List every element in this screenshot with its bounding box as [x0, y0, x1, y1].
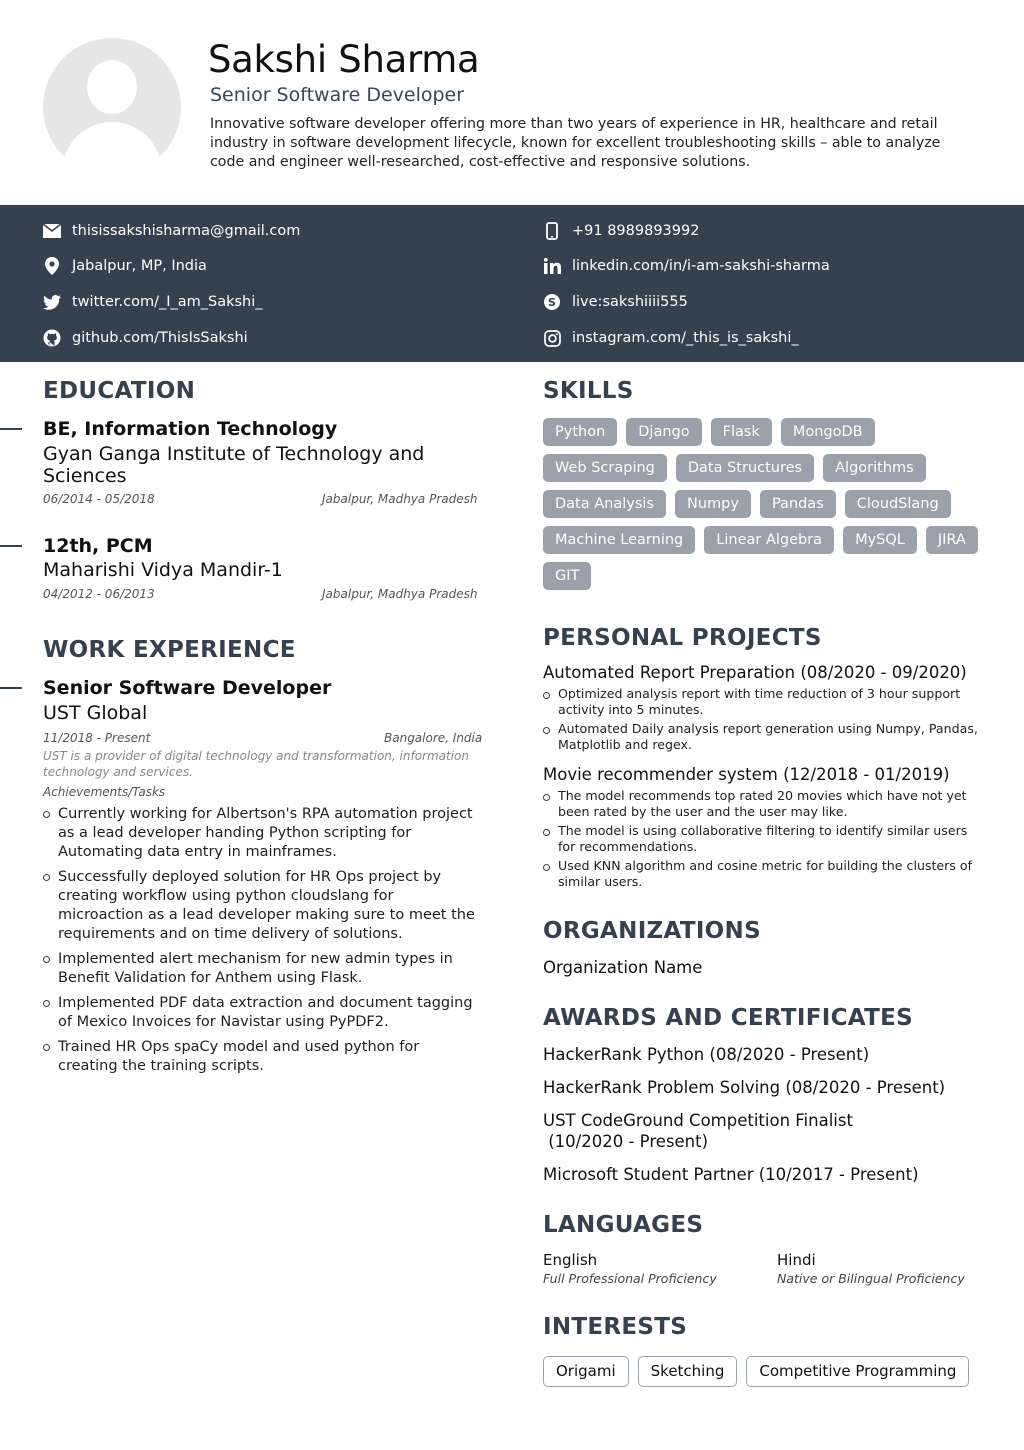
education-degree: 12th, PCM [43, 535, 153, 557]
education-location: Jabalpur, Madhya Pradesh [322, 492, 478, 506]
contact-skype[interactable] [543, 291, 688, 313]
education-institution: Gyan Ganga Institute of Technology and Sciences [43, 443, 425, 487]
achievements-label: Achievements/Tasks [43, 785, 166, 799]
list-item: Trained HR Ops spaCy model and used python for creating the training scripts. [43, 1038, 483, 1076]
timeline-marker [0, 687, 22, 689]
education-degree: BE, Information Technology [43, 418, 338, 440]
skill-tag: Machine Learning [543, 526, 695, 554]
education-dates: 04/2012 - 06/2013 [43, 587, 155, 601]
skype-text: live:sakshiiii555 [572, 294, 688, 310]
skill-tag: CloudSlang [845, 490, 951, 518]
skill-tag: Web Scraping [543, 454, 667, 482]
contact-phone[interactable] [543, 220, 699, 242]
skype-icon [543, 293, 561, 311]
avatar-body-shape [62, 122, 162, 176]
summary: Innovative software developer offering more than two years of experience in HR, healthcare and retail industry in software development lifecycle, known for excellent troubleshooting skills – able to analyze code and engineer well-researched, cost-effective and responsive solutions. [210, 116, 941, 170]
award-item: Microsoft Student Partner (10/2017 - Present) [543, 1165, 919, 1184]
language-name: Hindi [777, 1251, 816, 1269]
education-institution: Maharishi Vidya Mandir-1 [43, 559, 283, 581]
interest-tag: Sketching [638, 1356, 738, 1387]
timeline-marker [0, 545, 22, 547]
education-dates: 06/2014 - 05/2018 [43, 492, 155, 506]
resume-header [0, 0, 1024, 205]
project-title: Movie recommender system (12/2018 - 01/2019) [543, 765, 950, 784]
company-description: UST is a provider of digital technology and transformation, information technology and services. [43, 749, 469, 779]
list-item: Optimized analysis report with time reduction of 3 hour support activity into 5 minutes. [543, 686, 983, 717]
skill-tag: JIRA [926, 526, 978, 554]
list-item: Used KNN algorithm and cosine metric for building the clusters of similar users. [543, 858, 983, 889]
candidate-role: Senior Software Developer [210, 84, 465, 106]
skills-list [543, 418, 983, 598]
interest-tag: Competitive Programming [746, 1356, 969, 1387]
instagram-text: instagram.com/_this_is_sakshi_ [572, 330, 799, 346]
envelope-icon [43, 222, 61, 240]
work-experience-heading: WORK EXPERIENCE [43, 637, 296, 663]
svg-text:S: S [548, 296, 556, 309]
interest-tag: Origami [543, 1356, 629, 1387]
award-item: UST CodeGround Competition Finalist (10/2020 - Present) [543, 1111, 853, 1151]
avatar-head-shape [87, 60, 137, 114]
project-bullets [543, 788, 983, 893]
award-item: HackerRank Python (08/2020 - Present) [543, 1045, 870, 1064]
skill-tag: Django [626, 418, 701, 446]
skill-tag: MongoDB [781, 418, 875, 446]
project-bullets [543, 686, 983, 756]
contact-github[interactable] [43, 327, 248, 349]
list-item: Implemented alert mechanism for new admin types in Benefit Validation for Anthem using Flask. [43, 950, 483, 988]
skill-tag: Data Structures [676, 454, 814, 482]
languages-heading: LANGUAGES [543, 1212, 704, 1238]
list-item: The model recommends top rated 20 movies which have not yet been rated by the user and the user may like. [543, 788, 983, 819]
email-text: thisissakshisharma@gmail.com [72, 223, 301, 239]
organization-item: Organization Name [543, 958, 703, 977]
github-text: github.com/ThisIsSakshi [72, 330, 248, 346]
twitter-text: twitter.com/_I_am_Sakshi_ [72, 294, 263, 310]
awards-heading: AWARDS AND CERTIFICATES [543, 1005, 913, 1031]
contact-bar [0, 205, 1024, 362]
organizations-heading: ORGANIZATIONS [543, 918, 761, 944]
job-company: UST Global [43, 702, 148, 724]
interests-list [543, 1356, 978, 1387]
project-title: Automated Report Preparation (08/2020 - 09/2020) [543, 663, 967, 682]
skill-tag: MySQL [843, 526, 917, 554]
interests-heading: INTERESTS [543, 1314, 688, 1340]
skill-tag: Algorithms [823, 454, 926, 482]
skill-tag: Pandas [760, 490, 836, 518]
twitter-icon [43, 293, 61, 311]
location-pin-icon [43, 257, 61, 275]
phone-text: +91 8989893992 [572, 223, 700, 239]
linkedin-icon [543, 257, 561, 275]
skill-tag: Numpy [675, 490, 751, 518]
contact-location [43, 255, 207, 277]
language-proficiency: Full Professional Proficiency [543, 1271, 717, 1286]
linkedin-text: linkedin.com/in/i-am-sakshi-sharma [572, 258, 830, 274]
avatar [43, 38, 181, 176]
education-heading: EDUCATION [43, 378, 196, 404]
github-icon [43, 329, 61, 347]
job-dates: 11/2018 - Present [43, 731, 151, 745]
skills-heading: SKILLS [543, 378, 634, 404]
job-position: Senior Software Developer [43, 677, 332, 699]
contact-twitter[interactable] [43, 291, 263, 313]
language-proficiency: Native or Bilingual Proficiency [777, 1271, 965, 1286]
list-item: Automated Daily analysis report generation using Numpy, Pandas, Matplotlib and regex. [543, 721, 983, 752]
mobile-phone-icon [543, 222, 561, 240]
candidate-name: Sakshi Sharma [208, 38, 480, 81]
list-item: Successfully deployed solution for HR Ops project by creating workflow using python cloudslang for microaction as a lead developer making sure to meet the requirements and on time delivery of solutions. [43, 868, 483, 944]
instagram-icon [543, 329, 561, 347]
language-name: English [543, 1251, 598, 1269]
skill-tag: Python [543, 418, 617, 446]
award-item: HackerRank Problem Solving (08/2020 - Present) [543, 1078, 946, 1097]
education-location: Jabalpur, Madhya Pradesh [322, 587, 478, 601]
skill-tag: GIT [543, 562, 591, 590]
location-text: Jabalpur, MP, India [72, 258, 207, 274]
list-item: Currently working for Albertson's RPA automation project as a lead developer handing Python scripting for Automating data entry in mainframes. [43, 805, 483, 862]
list-item: Implemented PDF data extraction and document tagging of Mexico Invoices for Navistar using PyPDF2. [43, 994, 483, 1032]
work-task-list [43, 805, 483, 1082]
skill-tag: Linear Algebra [704, 526, 834, 554]
skill-tag: Data Analysis [543, 490, 666, 518]
timeline-marker [0, 428, 22, 430]
skill-tag: Flask [711, 418, 772, 446]
contact-email[interactable] [43, 220, 300, 242]
projects-heading: PERSONAL PROJECTS [543, 625, 822, 651]
job-location: Bangalore, India [384, 731, 483, 745]
contact-instagram[interactable] [543, 327, 799, 349]
contact-linkedin[interactable] [543, 255, 830, 277]
list-item: The model is using collaborative filtering to identify similar users for recommendations. [543, 823, 983, 854]
